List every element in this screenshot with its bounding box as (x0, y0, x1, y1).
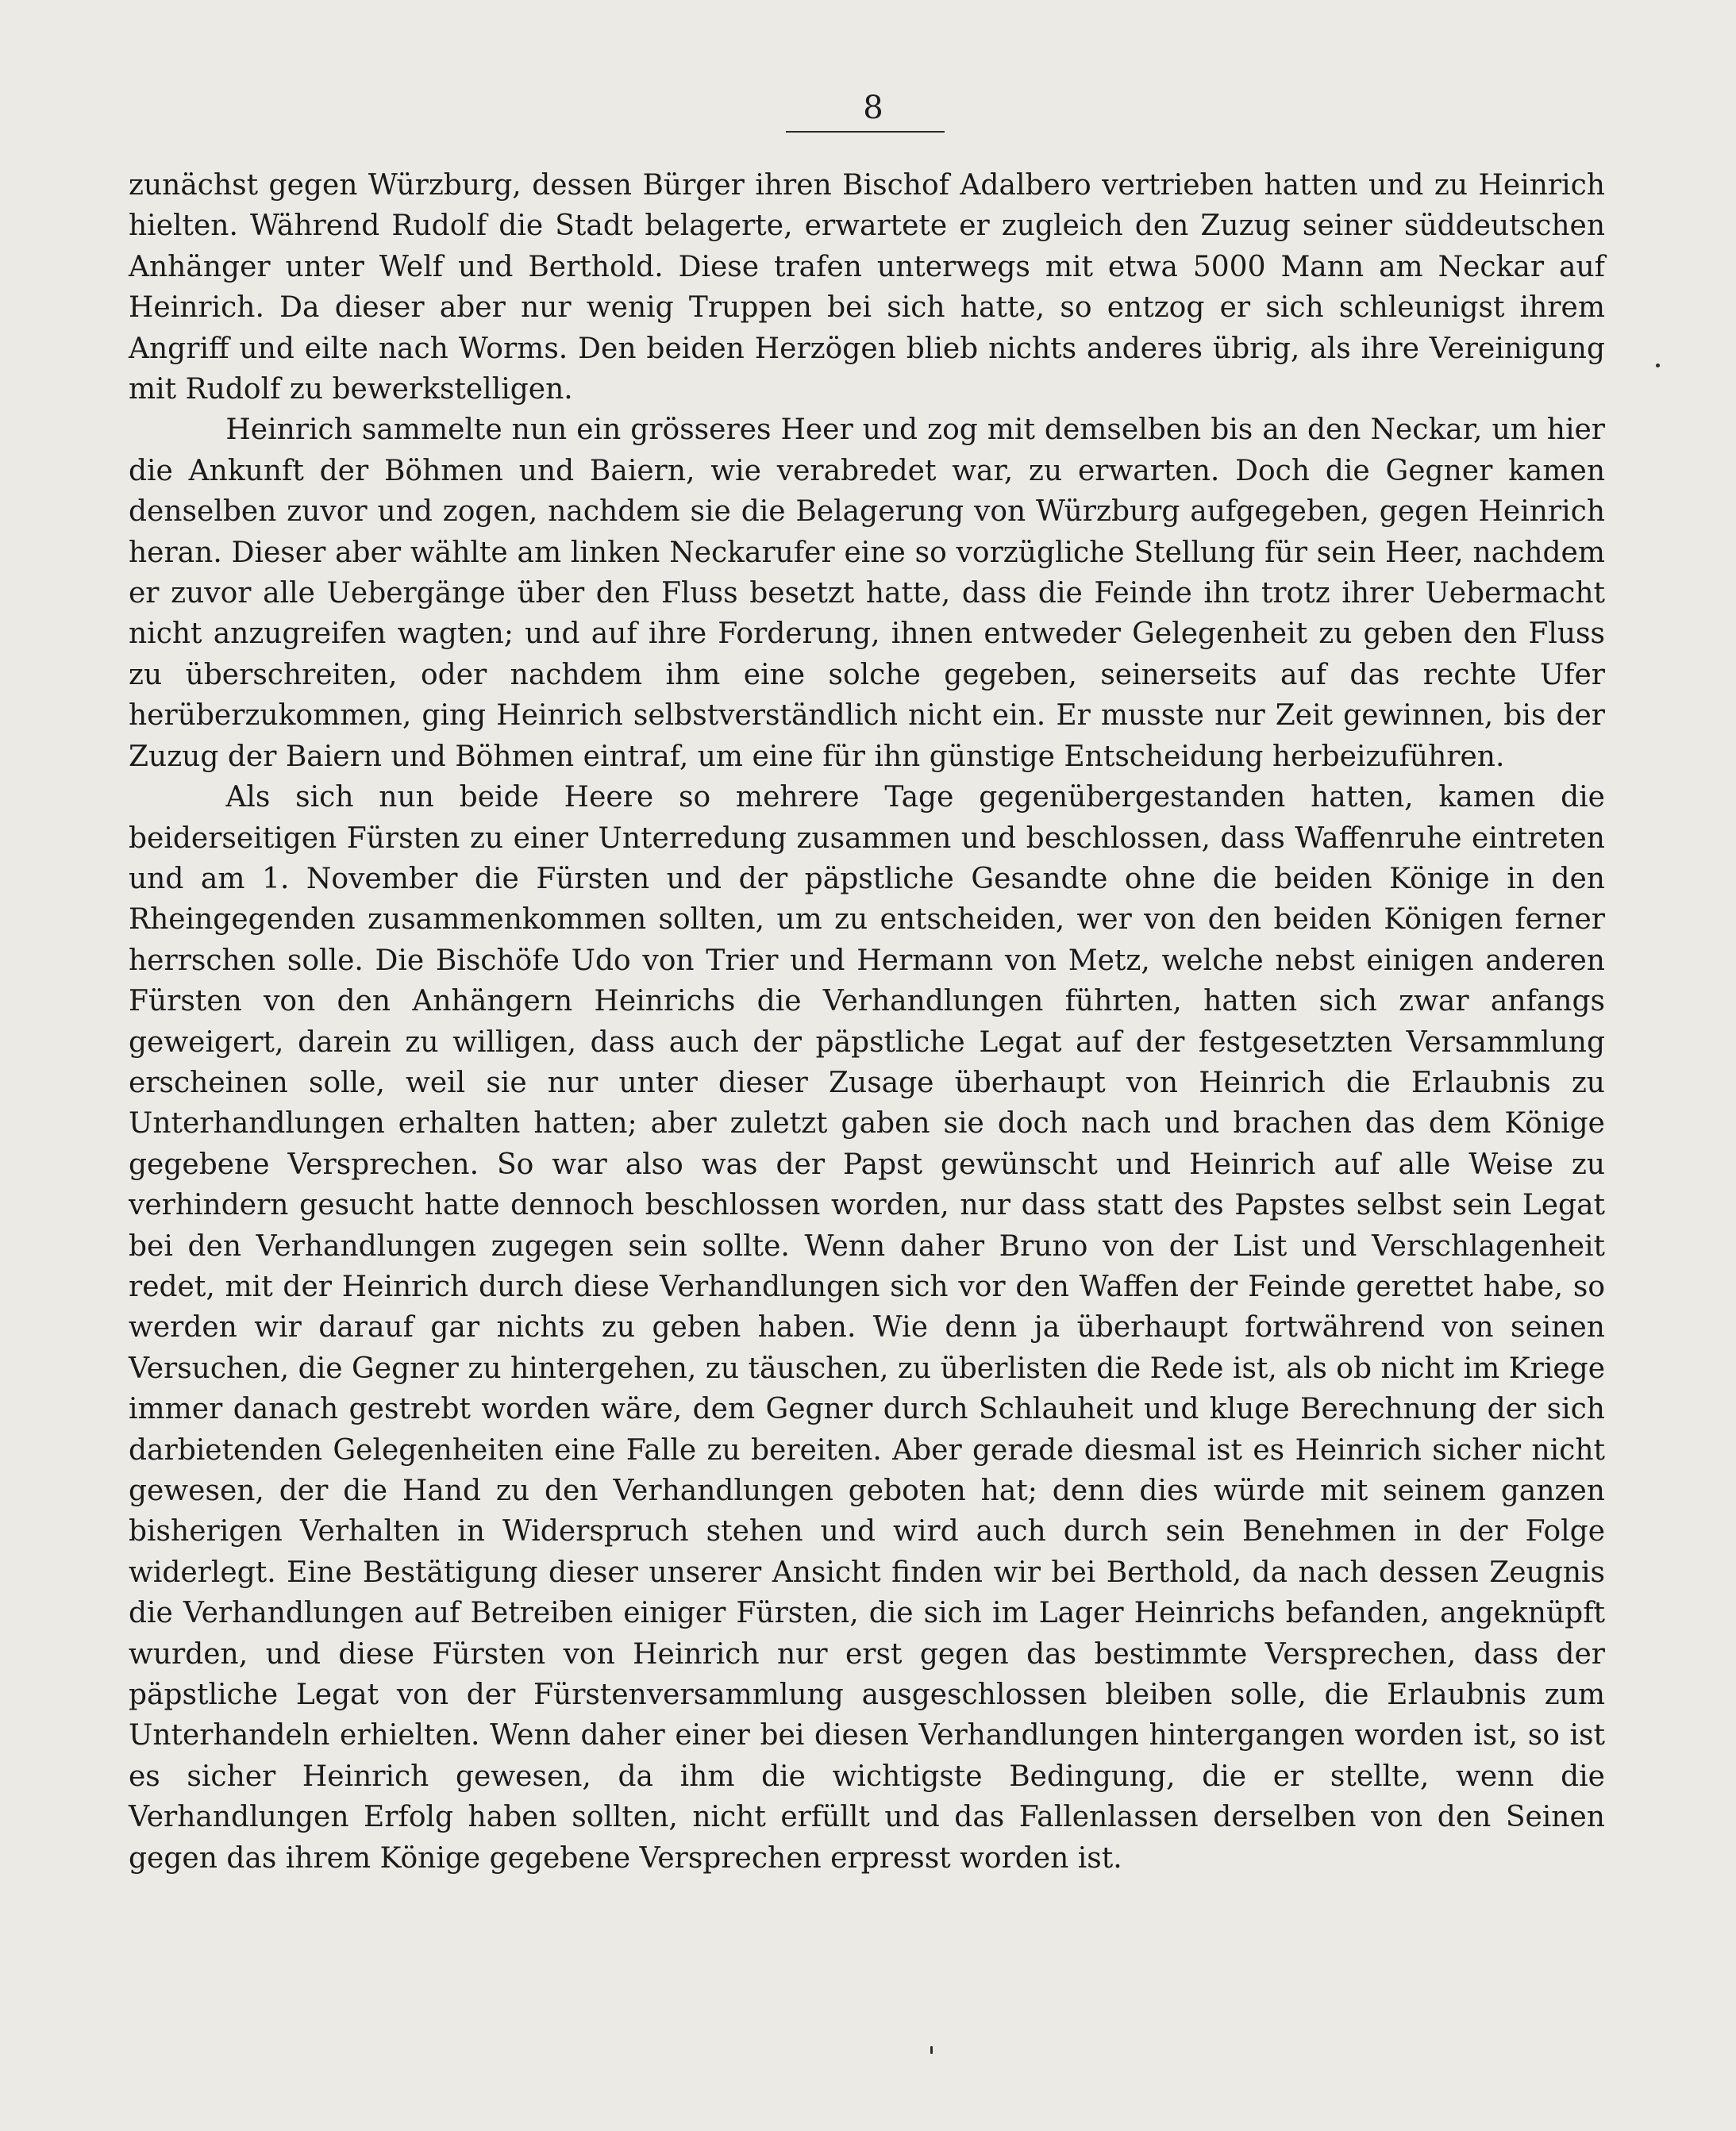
ink-speck (1656, 364, 1660, 367)
page-number: 8 (863, 90, 883, 126)
page-number-rule (786, 131, 945, 133)
ink-speck (930, 2046, 933, 2054)
paragraph-1: zunächst gegen Würzburg, dessen Bürger ihren Bischof Adalbero vertrieben hatten und zu Heinrich hielten. Während Rudolf die Stadt belagerte, erwartete er zugleich den Zuzug seiner süddeutschen Anhänger unter Welf und Berthold. Diese trafen unterwegs mit etwa 5000 Mann am Neckar auf Heinrich. Da dieser aber nur wenig Truppen bei sich hatte, so entzog er sich schleunigst ihrem Angriff und eilte nach Worms. Den beiden Herzögen blieb nichts anderes übrig, als ihre Vereinigung mit Rudolf zu bewerkstelligen. (129, 169, 1605, 406)
paragraph-3: Als sich nun beide Heere so mehrere Tage gegenübergestanden hatten, kamen die beiderseitigen Fürsten zu einer Unterredung zusammen und beschlossen, dass Waffenruhe eintreten und am 1. November die Fürsten und der päpstliche Gesandte ohne die beiden Könige in den Rheingegenden zusammenkommen sollten, um zu entscheiden, wer von den beiden Königen ferner herrschen solle. Die Bischöfe Udo von Trier und Hermann von Metz, welche nebst einigen anderen Fürsten von den Anhängern Heinrichs die Verhandlungen führten, hatten sich zwar anfangs geweigert, darein zu willigen, dass auch der päpstliche Legat auf der festgesetzten Versammlung erscheinen solle, weil sie nur unter dieser Zusage überhaupt von Heinrich die Erlaubnis zu Unterhandlungen erhalten hatten; aber zuletzt gaben sie doch nach und brachen das dem Könige gegebene Versprechen. So war also was der Papst gewünscht und Heinrich auf alle Weise zu verhindern gesucht hatte dennoch beschlossen worden, nur dass statt des Papstes selbst sein Legat bei den Verhandlungen zugegen sein sollte. Wenn daher Bruno von der List und Verschlagenheit redet, mit der Heinrich durch diese Verhandlungen sich vor den Waffen der Feinde gerettet habe, so werden wir darauf gar nichts zu geben haben. Wie denn ja überhaupt fortwährend von seinen Versuchen, die Gegner zu hintergehen, zu täuschen, zu überlisten die Rede ist, als ob nicht im Kriege immer danach gestrebt worden wäre, dem Gegner durch Schlauheit und kluge Berechnung der sich darbietenden Gelegenheiten eine Falle zu bereiten. Aber gerade diesmal ist es Heinrich sicher nicht gewesen, der die Hand zu den Verhandlungen geboten hat; denn dies würde mit seinem ganzen bisherigen Verhalten in Widerspruch stehen und wird auch durch sein Benehmen in der Folge widerlegt. Eine Bestätigung dieser unserer Ansicht finden wir bei Berthold, da nach dessen Zeugnis die Verhandlungen auf Betreiben einiger Fürsten, die sich im Lager Heinrichs befanden, angeknüpft wurden, und diese Fürsten von Heinrich nur erst gegen das bestimmte Versprechen, dass der päpstliche Legat von der Fürstenversammlung ausgeschlossen bleiben solle, die Erlaubnis zum Unterhandeln erhielten. Wenn daher einer bei diesen Verhandlungen hintergangen worden ist, so ist es sicher Heinrich gewesen, da ihm die wichtigste Bedingung, die er stellte, wenn die Verhandlungen Erfolg haben sollten, nicht erfüllt und das Fallenlassen derselben von den Seinen gegen das ihrem Könige gegebene Versprechen erpresst worden ist. (129, 781, 1605, 1875)
paragraph-2: Heinrich sammelte nun ein grösseres Heer und zog mit demselben bis an den Neckar, um hier die Ankunft der Böhmen und Baiern, wie verabredet war, zu erwarten. Doch die Gegner kamen denselben zuvor und zogen, nachdem sie die Belagerung von Würzburg aufgegeben, gegen Heinrich heran. Dieser aber wählte am linken Neckarufer eine so vorzügliche Stellung für sein Heer, nachdem er zuvor alle Uebergänge über den Fluss besetzt hatte, dass die Feinde ihn trotz ihrer Uebermacht nicht anzugreifen wagten; und auf ihre Forderung, ihnen entweder Gelegenheit zu geben den Fluss zu überschreiten, oder nachdem ihm eine solche gegeben, seinerseits auf das rechte Ufer herüberzukommen, ging Heinrich selbstverständlich nicht ein. Er musste nur Zeit gewinnen, bis der Zuzug der Baiern und Böhmen eintraf, um eine für ihn günstige Entscheidung herbeizuführen. (129, 414, 1605, 773)
body-text (129, 165, 1605, 1879)
